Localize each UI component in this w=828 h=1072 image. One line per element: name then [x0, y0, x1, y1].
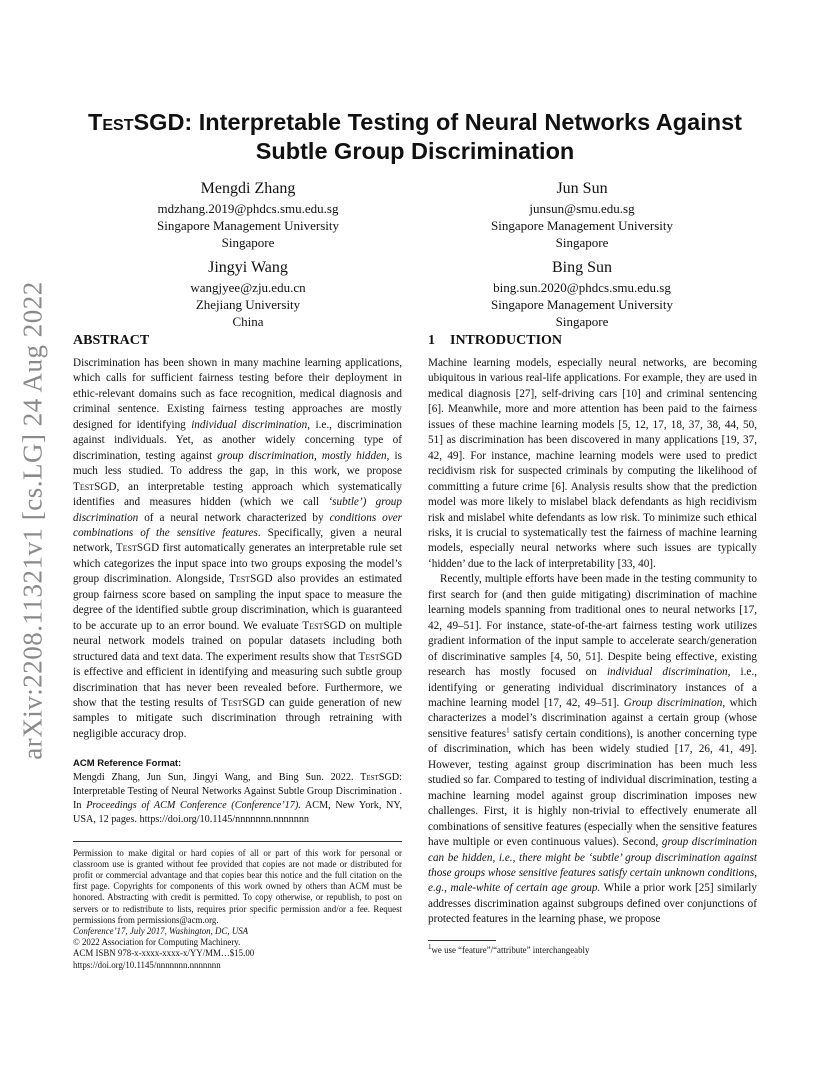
- footnote-marker: 1: [506, 726, 510, 735]
- doi-link[interactable]: https://doi.org/10.1145/nnnnnnn.nnnnnnn: [73, 959, 221, 970]
- acm-reference-heading: ACM Reference Format:: [73, 758, 182, 770]
- author-email: mdzhang.2019@phdcs.smu.edu.sg: [157, 201, 339, 216]
- copyright-line: © 2022 Association for Computing Machinery.: [73, 937, 241, 948]
- left-column: [73, 332, 402, 971]
- author-block: [78, 257, 418, 330]
- author-email: junsun@smu.edu.sg: [529, 201, 635, 216]
- author-block: [412, 178, 752, 251]
- conference-info: Conference’17, July 2017, Washington, DC, USA: [73, 925, 249, 936]
- author-country: China: [232, 314, 264, 329]
- author-email: wangjyee@zju.edu.cn: [190, 280, 306, 295]
- author-name: Jun Sun: [556, 180, 608, 197]
- author-name: Mengdi Zhang: [200, 180, 296, 197]
- abstract-text: Discrimination has been shown in many machine learning applications, which calls for sufficient fairness testing before their deployment in ethic-relevant domains such as face recognition, medical diagnosis and criminal sentence. Existing fairness testing approaches are mostly designed for identifying individual discrimination, i.e., discrimination against individuals. Yet, as another widely concerning type of discrimination, testing against group discrimination, mostly hidden, is much less studied. To address the gap, in this work, we propose TestSGD, an interpretable testing approach which systematically identifies and measures hidden (which we call ‘subtle’) group discrimination of a neural network characterized by conditions over combinations of the sensitive features. Specifically, given a neural network, TestSGD first automatically generates an interpretable rule set which categorizes the input space into two groups exposing the model’s group discrimination. Alongside, TestSGD also provides an estimated group fairness score based on sampling the input space to measure the degree of the identified subtle group discrimination, which is guaranteed to be accurate up to an error bound. We evaluate TestSGD on multiple neural network models trained on popular datasets including both structured data and text data. The experiment results show that TestSGD is effective and efficient in identifying and measuring such subtle group discrimination that has never been revealed before. Furthermore, we show that the testing results of TestSGD can guide generation of new samples to mitigate such discrimination through retraining with negligible accuracy drop.: [73, 357, 403, 740]
- author-block: [412, 257, 752, 330]
- author-email: bing.sun.2020@phdcs.smu.edu.sg: [493, 280, 671, 295]
- intro-paragraph-1: Machine learning models, especially neural networks, are becoming ubiquitous in various real-life applications. For example, they are used in medical diagnosis [27], self-driving cars [10] and criminal sentencing [6]. Meanwhile, more and more attention has been paid to the fairness issues of these machine learning models [5, 12, 17, 18, 37, 38, 44, 50, 51] as discrimination has been discovered in many applications [19, 37, 42, 49]. For instance, machine learning models were used to predict recidivism risk for suspected criminals by computing the likelihood of committing a future crime [6]. Analysis results show that the prediction model was more likely to mislabel black defendants as high recidivism risk and mislabel white defendants as low risk. To minimize such ethical risks, it is crucial to systematically test the fairness of machine learning models, especially neural networks where such issues are typically ‘hidden’ due to the lack of interpretability [33, 40].: [428, 357, 757, 570]
- author-name: Jingyi Wang: [208, 259, 288, 276]
- author-country: Singapore: [555, 235, 609, 250]
- arxiv-identifier: [8, 260, 58, 780]
- right-column: [428, 332, 757, 956]
- author-affiliation: Singapore Management University: [491, 297, 673, 312]
- author-affiliation: Singapore Management University: [491, 218, 673, 233]
- intro-paragraph-2: Recently, multiple efforts have been made in the testing community to first search for (and then guide mitigating) discrimination of machine learning models spanning from traditional ones to neural networks [17, 42, 49–51]. For instance, state-of-the-art fairness testing work utilizes gradient information of the input sample to accelerate search/generation of discriminative samples [4, 50, 51]. Despite being effective, existing research has mostly focused on individual discrimination, i.e., identifying or generating individual discriminatory instances of a machine learning model [17, 42, 49–51]. Group discrimination, which characterizes a model’s discrimination against a certain group (whose sensitive features$^1$ satisfy certain conditions), is another concerning type of discrimination, which has been widely studied [17, 26, 41, 49]. However, testing against group discrimination has been much less studied so far. Compared to testing of individual discrimination, testing a machine learning model against group discrimination imposes new challenges. First, it is highly non-trivial to effectively enumerate all combinations of sensitive features (especially when the sensitive features have multiple or even continuous values). Second, group discrimination can be hidden, i.e., there might be ‘subtle’ group discrimination against those groups whose sensitive features satisfy certain unknown conditions, e.g., male-white of certain age group. While a prior work [25] similarly addresses discrimination against subgroups defined over conjunctions of protected features in the learning phase, we propose: [428, 573, 758, 926]
- author-country: Singapore: [555, 314, 609, 329]
- introduction-heading: 1 INTRODUCTION: [428, 333, 563, 348]
- author-affiliation: Zhejiang University: [195, 297, 301, 312]
- abstract-heading: ABSTRACT: [73, 333, 150, 348]
- isbn-line: ACM ISBN 978-x-xxxx-xxxx-x/YY/MM…$15.00: [73, 948, 255, 959]
- author-affiliation: Singapore Management University: [157, 218, 339, 233]
- permission-notice: Permission to make digital or hard copies of all or part of this work for personal or classroom use is granted without fee provided that copies are not made or distributed for profit or commercial advantage and that copies bear this notice and the full citation on the first page. Copyrights for components of this work owned by others than ACM must be honored. Abstracting with credit is permitted. To copy otherwise, or republish, to post on servers or to redistribute to lists, requires prior specific permission and/or a fee. Request permissions from permissions@acm.org.: [73, 847, 402, 925]
- footnote-divider: [428, 940, 496, 941]
- acm-reference-text: Mengdi Zhang, Jun Sun, Jingyi Wang, and Bing Sun. 2022. TestSGD: Interpretable Testing of Neural Networks Against Subtle Group Discrimination . In Proceedings of ACM Conference (Conference’17). ACM, New York, NY, USA, 12 pages. https://doi.org/10.1145/nnnnnnn.nnnnnnn: [73, 772, 403, 825]
- arxiv-identifier-text: arXiv:2208.11321v1 [cs.LG] 24 Aug 2022: [17, 280, 48, 760]
- author-block: [78, 178, 418, 251]
- permission-divider: [73, 841, 402, 842]
- paper-title: TestSGD: Interpretable Testing of Neural Networks Against Subtle Group Discrimination: [88, 109, 742, 164]
- author-name: Bing Sun: [551, 259, 612, 276]
- footnote: $^1$we use “feature”/“attribute” interchangeably: [428, 942, 590, 955]
- author-country: Singapore: [221, 235, 275, 250]
